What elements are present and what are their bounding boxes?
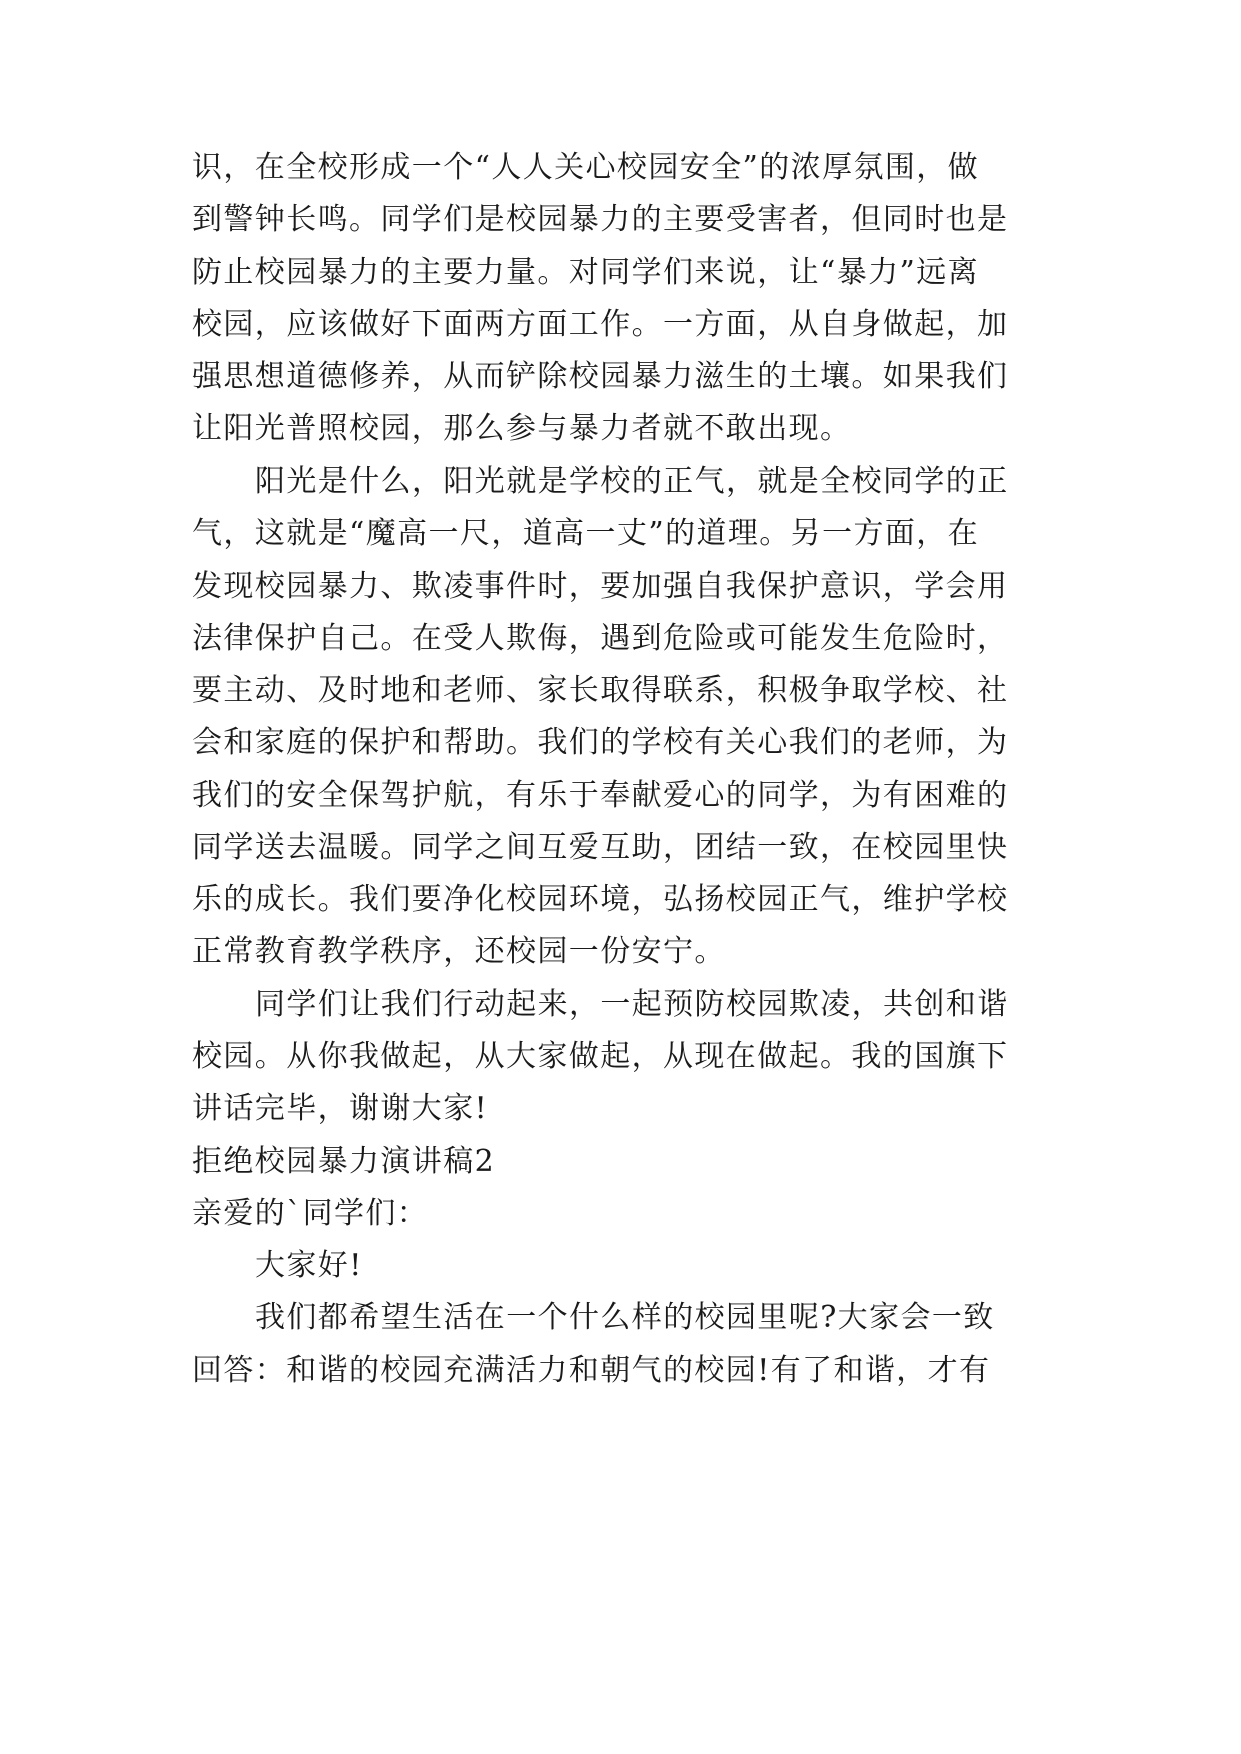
paragraph-line: 乐的成长。我们要净化校园环境，弘扬校园正气，维护学校 (192, 882, 1009, 917)
paragraph-line: 到警钟长鸣。同学们是校园暴力的主要受害者，但同时也是 (192, 202, 1009, 237)
paragraph-line: 讲话完毕，谢谢大家! (192, 1091, 489, 1126)
paragraph-line: 正常教育教学秩序，还校园一份安宁。 (192, 934, 726, 969)
paragraph-first-line: 我们都希望生活在一个什么样的校园里呢?大家会一致 (255, 1300, 995, 1335)
paragraph-line: 会和家庭的保护和帮助。我们的学校有关心我们的老师，为 (192, 725, 1009, 760)
paragraph-line: 校园，应该做好下面两方面工作。一方面，从自身做起，加 (192, 307, 1009, 342)
paragraph-line: 回答：和谐的校园充满活力和朝气的校园!有了和谐，才有 (192, 1353, 991, 1388)
paragraph-line: 识，在全校形成一个“人人关心校园安全”的浓厚氛围，做 (192, 150, 980, 185)
salutation: 亲爱的`同学们： (192, 1196, 429, 1231)
paragraph-line: 我们的安全保驾护航，有乐于奉献爱心的同学，为有困难的 (192, 778, 1009, 813)
paragraph-line: 要主动、及时地和老师、家长取得联系，积极争取学校、社 (192, 673, 1009, 708)
paragraph-line: 气，这就是“魔高一尺，道高一丈”的道理。另一方面，在 (192, 516, 980, 551)
paragraph-line: 同学送去温暖。同学之间互爱互助，团结一致，在校园里快 (192, 830, 1009, 865)
paragraph-line: 校园。从你我做起，从大家做起，从现在做起。我的国旗下 (192, 1039, 1009, 1074)
paragraph-line: 发现校园暴力、欺凌事件时，要加强自我保护意识，学会用 (192, 569, 1009, 604)
paragraph-first-line: 同学们让我们行动起来，一起预防校园欺凌，共创和谐 (255, 987, 1009, 1022)
paragraph-line: 让阳光普照校园，那么参与暴力者就不敢出现。 (192, 411, 852, 446)
greeting: 大家好! (255, 1248, 363, 1283)
paragraph-line: 强思想道德修养，从而铲除校园暴力滋生的土壤。如果我们 (192, 359, 1009, 394)
paragraph-line: 法律保护自己。在受人欺侮，遇到危险或可能发生危险时， (192, 621, 1009, 656)
paragraph-line: 防止校园暴力的主要力量。对同学们来说，让“暴力”远离 (192, 255, 980, 290)
paragraph-first-line: 阳光是什么，阳光就是学校的正气，就是全校同学的正 (255, 464, 1009, 499)
section-title: 拒绝校园暴力演讲稿2 (192, 1144, 496, 1179)
